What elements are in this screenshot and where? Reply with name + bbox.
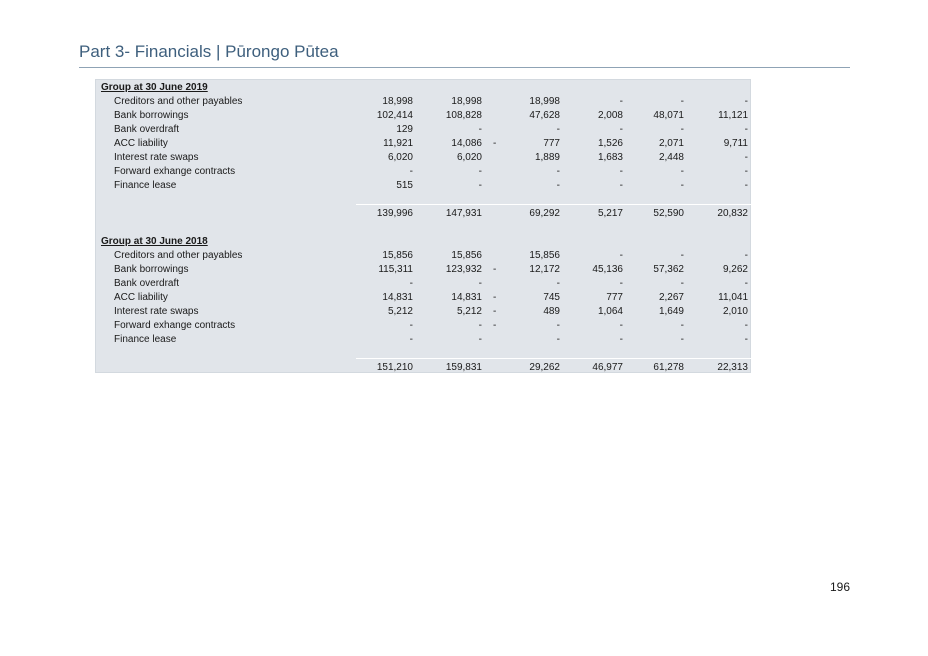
total-row bbox=[96, 361, 752, 375]
value-cell: - bbox=[744, 166, 748, 177]
value-cell: - bbox=[556, 278, 560, 289]
row-label: Bank borrowings bbox=[114, 110, 189, 121]
value-cell: 1,649 bbox=[658, 306, 684, 317]
total-cell: 29,262 bbox=[529, 362, 560, 373]
value-cell: 11,121 bbox=[718, 110, 748, 121]
value-cell: 14,086 bbox=[451, 138, 482, 149]
title-divider bbox=[79, 67, 850, 68]
total-divider bbox=[356, 204, 752, 205]
value-cell: - bbox=[556, 320, 560, 331]
table-row bbox=[96, 109, 752, 123]
value-cell: - bbox=[744, 250, 748, 261]
total-cell: 69,292 bbox=[529, 208, 560, 219]
value-cell: - bbox=[680, 180, 684, 191]
value-cell: 9,262 bbox=[722, 264, 748, 275]
section-heading: Group at 30 June 2019 bbox=[101, 82, 208, 93]
row-label: Bank overdraft bbox=[114, 124, 180, 135]
value-cell: 489 bbox=[543, 306, 560, 317]
row-mark: - bbox=[493, 306, 497, 317]
value-cell: - bbox=[680, 320, 684, 331]
value-cell: 777 bbox=[606, 292, 623, 303]
row-label: Creditors and other payables bbox=[114, 96, 243, 107]
row-label: ACC liability bbox=[114, 292, 168, 303]
row-label: Interest rate swaps bbox=[114, 152, 199, 163]
value-cell: - bbox=[744, 320, 748, 331]
value-cell: 1,889 bbox=[534, 152, 560, 163]
table-row bbox=[96, 277, 752, 291]
value-cell: - bbox=[619, 278, 623, 289]
total-cell: 147,931 bbox=[445, 208, 482, 219]
value-cell: 2,008 bbox=[597, 110, 623, 121]
table-row bbox=[96, 291, 752, 305]
table-row bbox=[96, 263, 752, 277]
value-cell: - bbox=[680, 96, 684, 107]
value-cell: - bbox=[744, 96, 748, 107]
total-cell: 159,831 bbox=[445, 362, 482, 373]
table-row bbox=[96, 319, 752, 333]
value-cell: 1,526 bbox=[597, 138, 623, 149]
value-cell: - bbox=[619, 250, 623, 261]
value-cell: - bbox=[556, 124, 560, 135]
table-row bbox=[96, 137, 752, 151]
value-cell: 2,267 bbox=[658, 292, 684, 303]
value-cell: 11,041 bbox=[718, 292, 748, 303]
total-cell: 139,996 bbox=[376, 208, 413, 219]
value-cell: 48,071 bbox=[653, 110, 684, 121]
value-cell: 5,212 bbox=[387, 306, 413, 317]
value-cell: - bbox=[680, 166, 684, 177]
value-cell: 18,998 bbox=[382, 96, 413, 107]
value-cell: - bbox=[409, 320, 413, 331]
value-cell: 777 bbox=[543, 138, 560, 149]
value-cell: - bbox=[478, 278, 482, 289]
value-cell: 5,212 bbox=[456, 306, 482, 317]
value-cell: 1,064 bbox=[597, 306, 623, 317]
value-cell: 745 bbox=[543, 292, 560, 303]
row-label: Finance lease bbox=[114, 334, 177, 345]
total-cell: 61,278 bbox=[653, 362, 684, 373]
page-number: 196 bbox=[830, 580, 851, 594]
financial-table bbox=[95, 79, 751, 373]
value-cell: - bbox=[619, 180, 623, 191]
page-title: Part 3- Financials | Pūrongo Pūtea bbox=[79, 42, 339, 61]
value-cell: - bbox=[619, 334, 623, 345]
row-label: Bank borrowings bbox=[114, 264, 189, 275]
row-label: Forward exhange contracts bbox=[114, 166, 236, 177]
value-cell: 15,856 bbox=[382, 250, 413, 261]
value-cell: - bbox=[744, 152, 748, 163]
row-label: Bank overdraft bbox=[114, 278, 180, 289]
section-heading: Group at 30 June 2018 bbox=[101, 236, 208, 247]
value-cell: - bbox=[680, 334, 684, 345]
value-cell: 115,311 bbox=[378, 264, 413, 275]
total-cell: 22,313 bbox=[717, 362, 748, 373]
table-row bbox=[96, 165, 752, 179]
row-mark: - bbox=[493, 292, 497, 303]
table-row bbox=[96, 179, 752, 193]
value-cell: 129 bbox=[396, 124, 413, 135]
row-label: Finance lease bbox=[114, 180, 177, 191]
value-cell: 18,998 bbox=[529, 96, 560, 107]
table-row bbox=[96, 151, 752, 165]
value-cell: 45,136 bbox=[592, 264, 623, 275]
value-cell: 12,172 bbox=[529, 264, 560, 275]
row-label: Forward exhange contracts bbox=[114, 320, 236, 331]
row-label: Creditors and other payables bbox=[114, 250, 243, 261]
table-row bbox=[96, 333, 752, 347]
value-cell: 15,856 bbox=[529, 250, 560, 261]
value-cell: 9,711 bbox=[723, 138, 748, 149]
value-cell: - bbox=[619, 166, 623, 177]
value-cell: - bbox=[619, 124, 623, 135]
table-row bbox=[96, 305, 752, 319]
value-cell: - bbox=[744, 278, 748, 289]
row-label: Interest rate swaps bbox=[114, 306, 199, 317]
value-cell: - bbox=[680, 278, 684, 289]
value-cell: - bbox=[478, 124, 482, 135]
value-cell: - bbox=[744, 180, 748, 191]
value-cell: - bbox=[680, 250, 684, 261]
value-cell: - bbox=[478, 320, 482, 331]
value-cell: - bbox=[409, 166, 413, 177]
value-cell: 11,921 bbox=[383, 138, 413, 149]
value-cell: 14,831 bbox=[382, 292, 413, 303]
value-cell: 18,998 bbox=[451, 96, 482, 107]
value-cell: - bbox=[619, 96, 623, 107]
value-cell: 6,020 bbox=[387, 152, 413, 163]
table-row bbox=[96, 249, 752, 263]
table-row bbox=[96, 123, 752, 137]
value-cell: - bbox=[744, 124, 748, 135]
value-cell: - bbox=[556, 334, 560, 345]
value-cell: 123,932 bbox=[445, 264, 482, 275]
value-cell: 15,856 bbox=[451, 250, 482, 261]
value-cell: - bbox=[478, 334, 482, 345]
value-cell: - bbox=[680, 124, 684, 135]
value-cell: 108,828 bbox=[445, 110, 482, 121]
value-cell: - bbox=[744, 334, 748, 345]
value-cell: 57,362 bbox=[653, 264, 684, 275]
value-cell: 102,414 bbox=[376, 110, 413, 121]
total-cell: 52,590 bbox=[653, 208, 684, 219]
value-cell: 515 bbox=[396, 180, 413, 191]
total-cell: 151,210 bbox=[376, 362, 413, 373]
section-heading-row bbox=[96, 235, 752, 249]
section-heading-row bbox=[96, 81, 752, 95]
table-row bbox=[96, 95, 752, 109]
row-mark: - bbox=[493, 264, 497, 275]
total-cell: 5,217 bbox=[597, 208, 623, 219]
value-cell: - bbox=[478, 166, 482, 177]
value-cell: - bbox=[556, 166, 560, 177]
value-cell: - bbox=[619, 320, 623, 331]
value-cell: 6,020 bbox=[456, 152, 482, 163]
total-row bbox=[96, 207, 752, 221]
row-mark: - bbox=[493, 138, 497, 149]
value-cell: 2,010 bbox=[722, 306, 748, 317]
total-cell: 20,832 bbox=[717, 208, 748, 219]
value-cell: 1,683 bbox=[597, 152, 623, 163]
value-cell: 2,071 bbox=[658, 138, 684, 149]
value-cell: 2,448 bbox=[658, 152, 684, 163]
value-cell: 47,628 bbox=[529, 110, 560, 121]
value-cell: - bbox=[478, 180, 482, 191]
value-cell: - bbox=[409, 278, 413, 289]
row-mark: - bbox=[493, 320, 497, 331]
value-cell: - bbox=[409, 334, 413, 345]
total-divider bbox=[356, 358, 752, 359]
total-cell: 46,977 bbox=[592, 362, 623, 373]
value-cell: - bbox=[556, 180, 560, 191]
row-label: ACC liability bbox=[114, 138, 168, 149]
value-cell: 14,831 bbox=[451, 292, 482, 303]
